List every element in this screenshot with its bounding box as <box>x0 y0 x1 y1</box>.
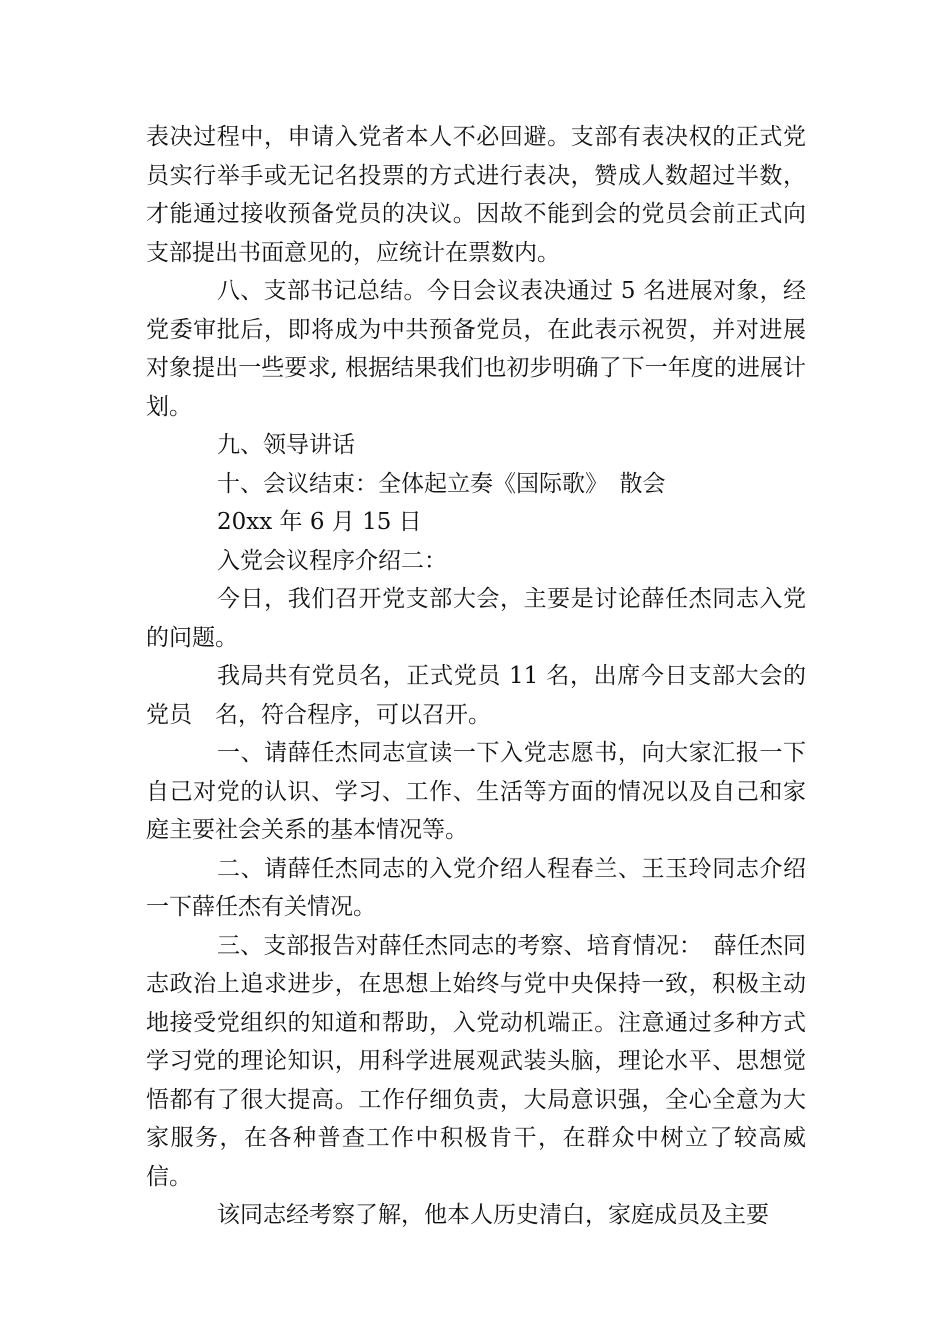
paragraph-9: 一、请薛任杰同志宣读一下入党志愿书，向大家汇报一下自己对党的认识、学习、工作、生活等方面的情况以及自己和家庭主要社会关系的基本情况等。 <box>146 740 806 843</box>
paragraph-11: 三、支部报告对薛任杰同志的考察、培育情况： 薛任杰同志政治上追求进步，在思想上始终与党中央保持一致，积极主动地接受党组织的知道和帮助，入党动机端正。注意通过多种方式学习党的理论知识，用科学进展观武装头脑，理论水平、思想觉悟都有了很大提高。工作仔细负责，大局意识强，全心全意为大家服务，在各种普查工作中积极肯干，在群众中树立了较高威信。 <box>146 932 806 1190</box>
paragraph-2: 八、支部书记总结。今日会议表决通过 5 名进展对象，经党委审批后，即将成为中共预备党员，在此表示祝贺，并对进展对象提出一些要求, 根据结果我们也初步明确了下一年度的进展计划。 <box>146 278 806 420</box>
paragraph-1: 表决过程中，申请入党者本人不必回避。支部有表决权的正式党员实行举手或无记名投票的方式进行表决，赞成人数超过半数，才能通过接收预备党员的决议。因故不能到会的党员会前正式向支部提出书面意见的，应统计在票数内。 <box>146 124 806 266</box>
paragraph-3: 九、领导讲话 <box>217 432 355 458</box>
paragraph-8: 我局共有党员名，正式党员 11 名，出席今日支部大会的党员 名，符合程序，可以召开。 <box>146 663 806 728</box>
paragraph-10: 二、请薛任杰同志的入党介绍人程春兰、王玉玲同志介绍一下薛任杰有关情况。 <box>146 855 806 920</box>
paragraph-7: 今日，我们召开党支部大会，主要是讨论薛任杰同志入党的问题。 <box>146 586 806 651</box>
paragraph-6-heading: 入党会议程序介绍二： <box>217 547 447 574</box>
document-body <box>146 118 806 1235</box>
paragraph-5-date: 20xx 年 6 月 15 日 <box>217 509 422 535</box>
paragraph-4: 十、会议结束：全体起立奏《国际歌》 散会 <box>217 470 666 497</box>
paragraph-12: 该同志经考察了解，他本人历史清白，家庭成员及主要 <box>217 1202 769 1228</box>
